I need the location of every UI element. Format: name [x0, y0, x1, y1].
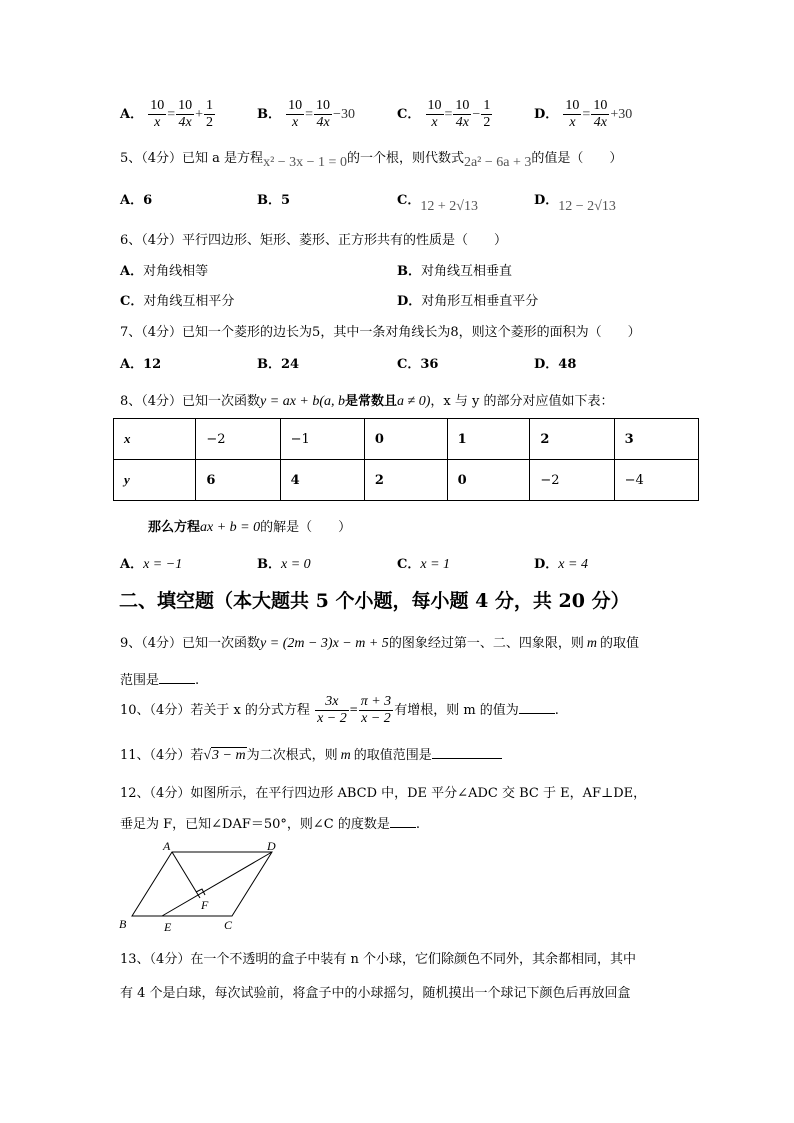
q8-option-d[interactable]: D．x = 4	[534, 557, 588, 572]
sqrt-sign: √	[203, 748, 212, 763]
q8-option-a[interactable]: A．x = −1	[120, 557, 183, 572]
answer-blank[interactable]	[390, 815, 416, 828]
section-2-title: 二、填空题（本大题共 5 个小题，每小题 4 分，共 20 分）	[119, 590, 630, 612]
table-row-x	[114, 419, 699, 460]
table-cell: 0	[364, 419, 447, 460]
q6-stem: 6、（4分）平行四边形、矩形、菱形、正方形共有的性质是（ ）	[120, 233, 508, 248]
label-d: D	[267, 839, 276, 853]
q12-line1: 12、（4分）如图所示，在平行四边形 ABCD 中，DE 平分∠ADC 交 BC 于 E，AF⊥DE，	[120, 786, 647, 801]
label-f: F	[201, 898, 209, 912]
table-cell: −1	[280, 419, 364, 460]
q4-option-a[interactable]: A． $\frac{10}{x}$ = $\frac{10}{4x}$ + $\frac{1}{2}$	[120, 98, 214, 130]
table-cell: −2	[196, 419, 280, 460]
q8-option-b[interactable]: B．x = 0	[257, 557, 311, 572]
answer-blank[interactable]	[159, 671, 195, 684]
q11-stem: 11、（4分）若√3 − m为二次根式，则 m 的取值范围是	[120, 744, 502, 764]
table-row-y	[114, 460, 699, 501]
table-header-x: x	[114, 419, 196, 460]
label-b: B	[119, 917, 127, 931]
q13-line1: 13、（4分）在一个不透明的盒子中装有 n 个小球，它们除颜色不同外，其余都相同，其中	[120, 952, 636, 967]
q13-line2: 有 4 个是白球，每次试验前，将盒子中的小球摇匀，随机摸出一个球记下颜色后再放回盒	[120, 986, 631, 1001]
parallelogram-figure	[110, 838, 310, 938]
label-c: C	[224, 918, 233, 932]
segment-de	[162, 852, 272, 916]
table-cell: −2	[530, 460, 614, 501]
table-cell: 3	[614, 419, 698, 460]
q5-equation: x² − 3x − 1 = 0	[263, 155, 347, 170]
q5-stem: 5、（4分）已知 a 是方程x² − 3x − 1 = 0的一个根，则代数式2a² − 6a + 3的值是（ ）	[120, 151, 623, 170]
answer-blank[interactable]	[432, 746, 502, 759]
q6-option-d[interactable]: D．对角形互相垂直平分	[397, 294, 539, 309]
q5-option-d[interactable]: D．12 − 2√13	[534, 193, 616, 214]
table-cell: 6	[196, 460, 280, 501]
q6-option-b[interactable]: B．对角线互相垂直	[397, 264, 513, 279]
table-header-y: y	[114, 460, 196, 501]
q4-option-c[interactable]: C． $\frac{10}{x}$ = $\frac{10}{4x}$ − $\frac{1}{2}$	[397, 98, 491, 130]
q7-option-c[interactable]: C．36	[397, 357, 439, 372]
q6-option-c[interactable]: C．对角线互相平分	[120, 294, 235, 309]
table-cell: 2	[364, 460, 447, 501]
table-cell: 2	[530, 419, 614, 460]
table-cell: −4	[614, 460, 698, 501]
answer-blank[interactable]	[519, 701, 555, 714]
q6-option-a[interactable]: A．对角线相等	[120, 264, 209, 279]
q5-option-a[interactable]: A．6	[120, 193, 153, 208]
q7-option-b[interactable]: B．24	[257, 357, 300, 372]
q5-option-b[interactable]: B．5	[257, 193, 291, 208]
q8-question: 那么方程ax + b = 0的解是（ ）	[148, 520, 352, 535]
segment-af	[172, 852, 200, 898]
q5-expression: 2a² − 6a + 3	[463, 155, 532, 170]
q8-option-c[interactable]: C．x = 1	[397, 557, 451, 572]
q7-option-d[interactable]: D．48	[534, 357, 577, 372]
q10-stem: 10、（4分）若关于 x 的分式方程 $\frac{3x}{x - 2}$ = $\frac{\pi + 3}{x - 2}$ 有增根，则 m 的值为 .	[120, 694, 559, 726]
q7-stem: 7、（4分）已知一个菱形的边长为5，其中一条对角线长为8，则这个菱形的面积为（ ）	[120, 325, 641, 340]
label-a: A	[163, 839, 171, 853]
q5-option-c[interactable]: C．12 + 2√13	[397, 193, 478, 214]
q8-value-table	[113, 418, 699, 501]
q9-line2: 范围是 .	[120, 673, 200, 688]
table-cell: 1	[447, 419, 530, 460]
q7-option-a[interactable]: A．12	[120, 357, 162, 372]
q8-stem: 8、（4分）已知一次函数y = ax + b(a, b是常数且a ≠ 0)，x 与 y 的部分对应值如下表：	[120, 394, 614, 409]
q4-option-b[interactable]: B． $\frac{10}{x}$ = $\frac{10}{4x}$ −30	[257, 98, 355, 130]
table-cell: 0	[447, 460, 530, 501]
q9-stem: 9、（4分）已知一次函数y = (2m − 3)x − m + 5的图象经过第一、二、四象限，则 m 的取值	[120, 636, 639, 651]
q4-options	[120, 98, 680, 138]
q12-line2: 垂足为 F，已知∠DAF＝50°，则∠C 的度数是 .	[120, 817, 421, 832]
q4-option-d[interactable]: D． $\frac{10}{x}$ = $\frac{10}{4x}$ +30	[534, 98, 633, 130]
label-e: E	[164, 920, 172, 934]
table-cell: 4	[280, 460, 364, 501]
